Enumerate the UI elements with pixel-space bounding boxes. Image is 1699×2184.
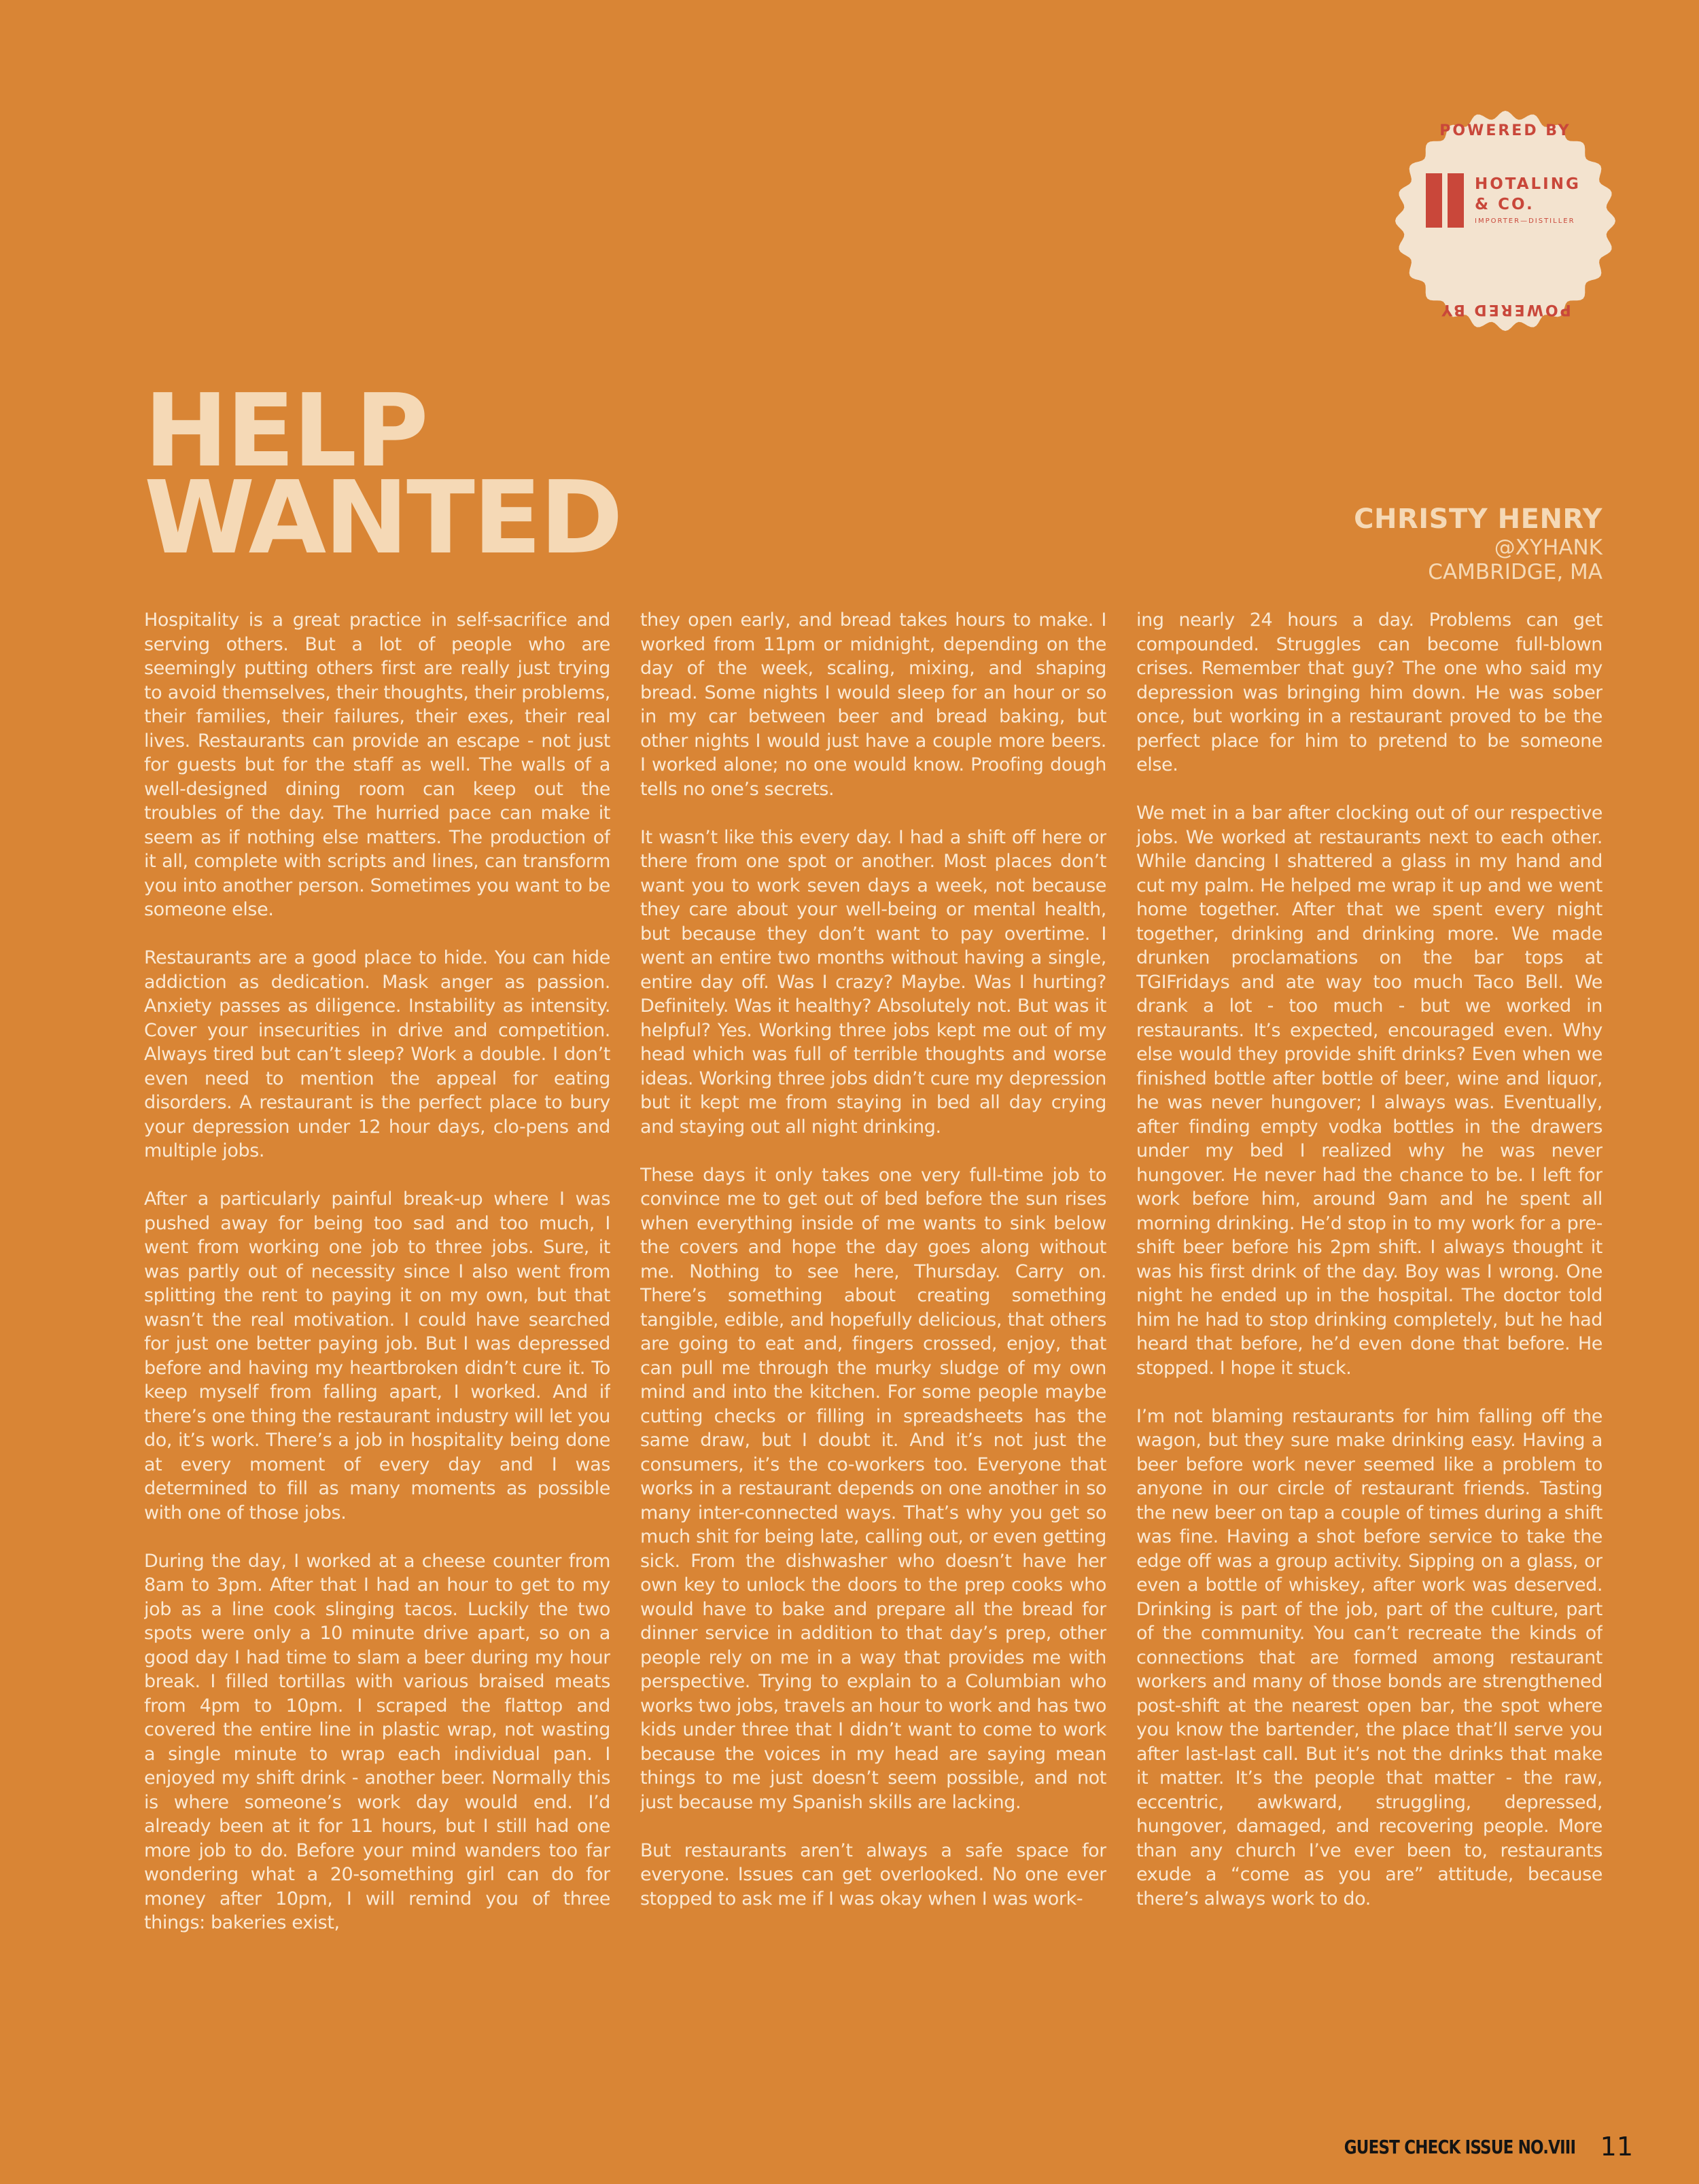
- badge-brand-line2: & CO.: [1475, 196, 1535, 213]
- powered-by-badge: [1393, 109, 1617, 333]
- byline: [1354, 503, 1602, 584]
- author-location: CAMBRIDGE, MA: [1428, 560, 1602, 584]
- badge-brand-sub: IMPORTER—DISTILLER: [1475, 217, 1575, 225]
- article-title: [144, 372, 621, 576]
- page-footer: [1293, 2132, 1633, 2162]
- paragraph: We met in a bar after clocking out of our respective jobs. We worked at restaurants next to each other. While dancing I shattered a glass in my hand and cut my palm. He helped me wrap it up and we went home together. After that we spent every night together, drinking and drinking more. We made drunken proclamations on the bar tops at TGIFridays and ate way too much Taco Bell. We drank a lot - too much - but we worked in restaurants. It’s expected, encouraged even. Why else would they provide shift drinks? Even when we finished bottle after bottle of beer, wine and liquor, he was never hungover; I always was. Eventually, after finding empty vodka bottles in the drawers under my bed I realized why he was never hungover. He never had the chance to be. I left for work before him, around 9am and he spent all morning drinking. He’d stop in to my work for a pre-shift beer before his 2pm shift. I always thought it was his first drink of the day. Boy was I wrong. One night he ended up in the hospital. The doctor told him he had to stop drinking completely, but he had heard that before, he’d even done that before. He stopped. I hope it stuck.: [1136, 803, 1602, 1379]
- badge-top-text: POWERED BY: [1439, 122, 1571, 139]
- paragraph: These days it only takes one very full-time job to convince me to get out of bed before the sun rises when everything inside of me wants to sink below the covers and hope the day goes along without me. Nothing to see here, Thursday. Carry on. There’s something about creating something tangible, edible, and hopefully delicious, that others are going to eat and, fingers crossed, enjoy, that can pull me through the murky sludge of my own mind and into the kitchen. For some people maybe cutting checks or filling in spreadsheets has the same draw, but I doubt it. And it’s not just the consumers, it’s the co-workers too. Everyone that works in a restaurant depends on one another in so many inter-connected ways. That’s why you get so much shit for being late, calling out, or even getting sick. From the dishwasher who doesn’t have her own key to unlock the doors to the prep cooks who would have to bake and prepare all the bread for dinner service in addition to that day’s prep, other people rely on me in a way that provides me with perspective. Trying to explain to a Columbian who works two jobs, travels an hour to work and has two kids under three that I didn’t want to come to work because the voices in my head are saying mean things to me just doesn’t seem possible, and not just because my Spanish skills are lacking.: [640, 1164, 1106, 1813]
- badge-bottom-text: POWERED BY: [1439, 301, 1571, 318]
- issue-label: GUEST CHECK ISSUE NO.VIII: [1344, 2135, 1576, 2158]
- paragraph: Restaurants are a good place to hide. You can hide addiction as dedication. Mask anger as passion. Anxiety passes as diligence. Instability as intensity. Cover your insecurities in drive and competition. Always tired but can’t sleep? Work a double. I don’t even need to mention the appeal for eating disorders. A restaurant is the perfect place to bury your depression under 12 hour days, clo-pens and multiple jobs.: [144, 947, 610, 1161]
- author-handle: @XYHANK: [1494, 535, 1602, 560]
- column-1: [144, 608, 610, 1933]
- column-3: [1136, 608, 1602, 1933]
- paragraph: It wasn’t like this every day. I had a shift off here or there from one spot or another. Most places don’t want you to work seven days a week, not because they care about your well-being or mental health, but because they don’t want to pay overtime. I went an entire two months without having a single, entire day off. Was I crazy? Maybe. Was I hurting? Definitely. Was it healthy? Absolutely not. But was it helpful? Yes. Working three jobs kept me out of my head which was full of terrible thoughts and worse ideas. Working three jobs didn’t cure my depression but it kept me from staying in bed all day crying and staying out all night drinking.: [640, 826, 1106, 1138]
- badge-brand-line1: HOTALING: [1475, 175, 1581, 193]
- paragraph: During the day, I worked at a cheese counter from 8am to 3pm. After that I had an hour to get to my job as a line cook slinging tacos. Luckily the two spots were only a 10 minute drive apart, so on a good day I had time to slam a beer during my hour break. I filled tortillas with various braised meats from 4pm to 10pm. I scraped the flattop and covered the entire line in plastic wrap, not wasting a single minute to wrap each individual pan. I enjoyed my shift drink - another beer. Normally this is where someone’s work day would end. I’d already been at it for 11 hours, but I still had one more job to do. Before your mind wanders too far wondering what a 20-something girl can do for money after 10pm, I will remind you of three things: bakeries exist,: [144, 1550, 610, 1933]
- article-body: [144, 608, 1602, 1933]
- paragraph: ing nearly 24 hours a day. Problems can get compounded. Struggles can become full-blown crises. Remember that guy? The one who said my depression was bringing him down. He was sober once, but working in a restaurant proved to be the perfect place for him to pretend to be someone else.: [1136, 610, 1602, 775]
- title-line-2: WANTED: [144, 459, 621, 576]
- paragraph: But restaurants aren’t always a safe space for everyone. Issues can get overlooked. No one ever stopped to ask me if I was okay when I was work-: [640, 1839, 1106, 1909]
- column-2: [640, 608, 1106, 1933]
- badge-brand: [1475, 174, 1581, 215]
- paragraph: I’m not blaming restaurants for him falling off the wagon, but they sure make drinking easy. Having a beer before work never seemed like a problem to anyone in our circle of restaurant friends. Tasting the new beer on tap a couple of times during a shift was fine. Having a shot before service to take the edge off was a group activity. Sipping on a glass, or even a bottle of whiskey, after work was deserved. Drinking is part of the job, part of the culture, part of the community. You can’t recreate the kinds of connections that are formed among restaurant workers and many of those bonds are strengthened post-shift at the nearest open bar, the spot where you know the bartender, the place that’ll serve you after last-last call. But it’s not the drinks that make it matter. It’s the people that matter - the raw, eccentric, awkward, struggling, depressed, hungover, damaged, and recovering people. More than any church I’ve ever been to, restaurants exude a “come as you are” attitude, because there’s always work to do.: [1136, 1405, 1602, 1909]
- author-name: CHRISTY HENRY: [1354, 504, 1602, 535]
- hotaling-logo-icon: [1426, 173, 1465, 228]
- badge-content: [1393, 109, 1617, 333]
- paragraph: Hospitality is a great practice in self-sacrifice and serving others. But a lot of people who are seemingly putting others first are really just trying to avoid themselves, their thoughts, their problems, their families, their failures, their exes, their real lives. Restaurants can provide an escape - not just for guests but for the staff as well. The walls of a well-designed dining room can keep out the troubles of the day. The hurried pace can make it seem as if nothing else matters. The production of it all, complete with scripts and lines, can transform you into another person. Sometimes you want to be someone else.: [144, 610, 610, 920]
- page-number: 11: [1600, 2132, 1633, 2162]
- title-line-1: HELP: [144, 372, 427, 489]
- paragraph: After a particularly painful break-up where I was pushed away for being too sad and too much, I went from working one job to three jobs. Sure, it was partly out of necessity since I also went from splitting the rent to paying it on my own, but that wasn’t the real motivation. I could have searched for just one better paying job. But I was depressed before and having my heartbroken didn’t cure it. To keep myself from falling apart, I worked. And if there’s one thing the restaurant industry will let you do, it’s work. There’s a job in hospitality being done at every moment of every day and I was determined to fill as many moments as possible with one of those jobs.: [144, 1188, 610, 1523]
- paragraph: they open early, and bread takes hours to make. I worked from 11pm or midnight, depending on the day of the week, scaling, mixing, and shaping bread. Some nights I would sleep for an hour or so in my car between beer and bread baking, but other nights I would just have a couple more beers. I worked alone; no one would know. Proofing dough tells no one’s secrets.: [640, 610, 1106, 800]
